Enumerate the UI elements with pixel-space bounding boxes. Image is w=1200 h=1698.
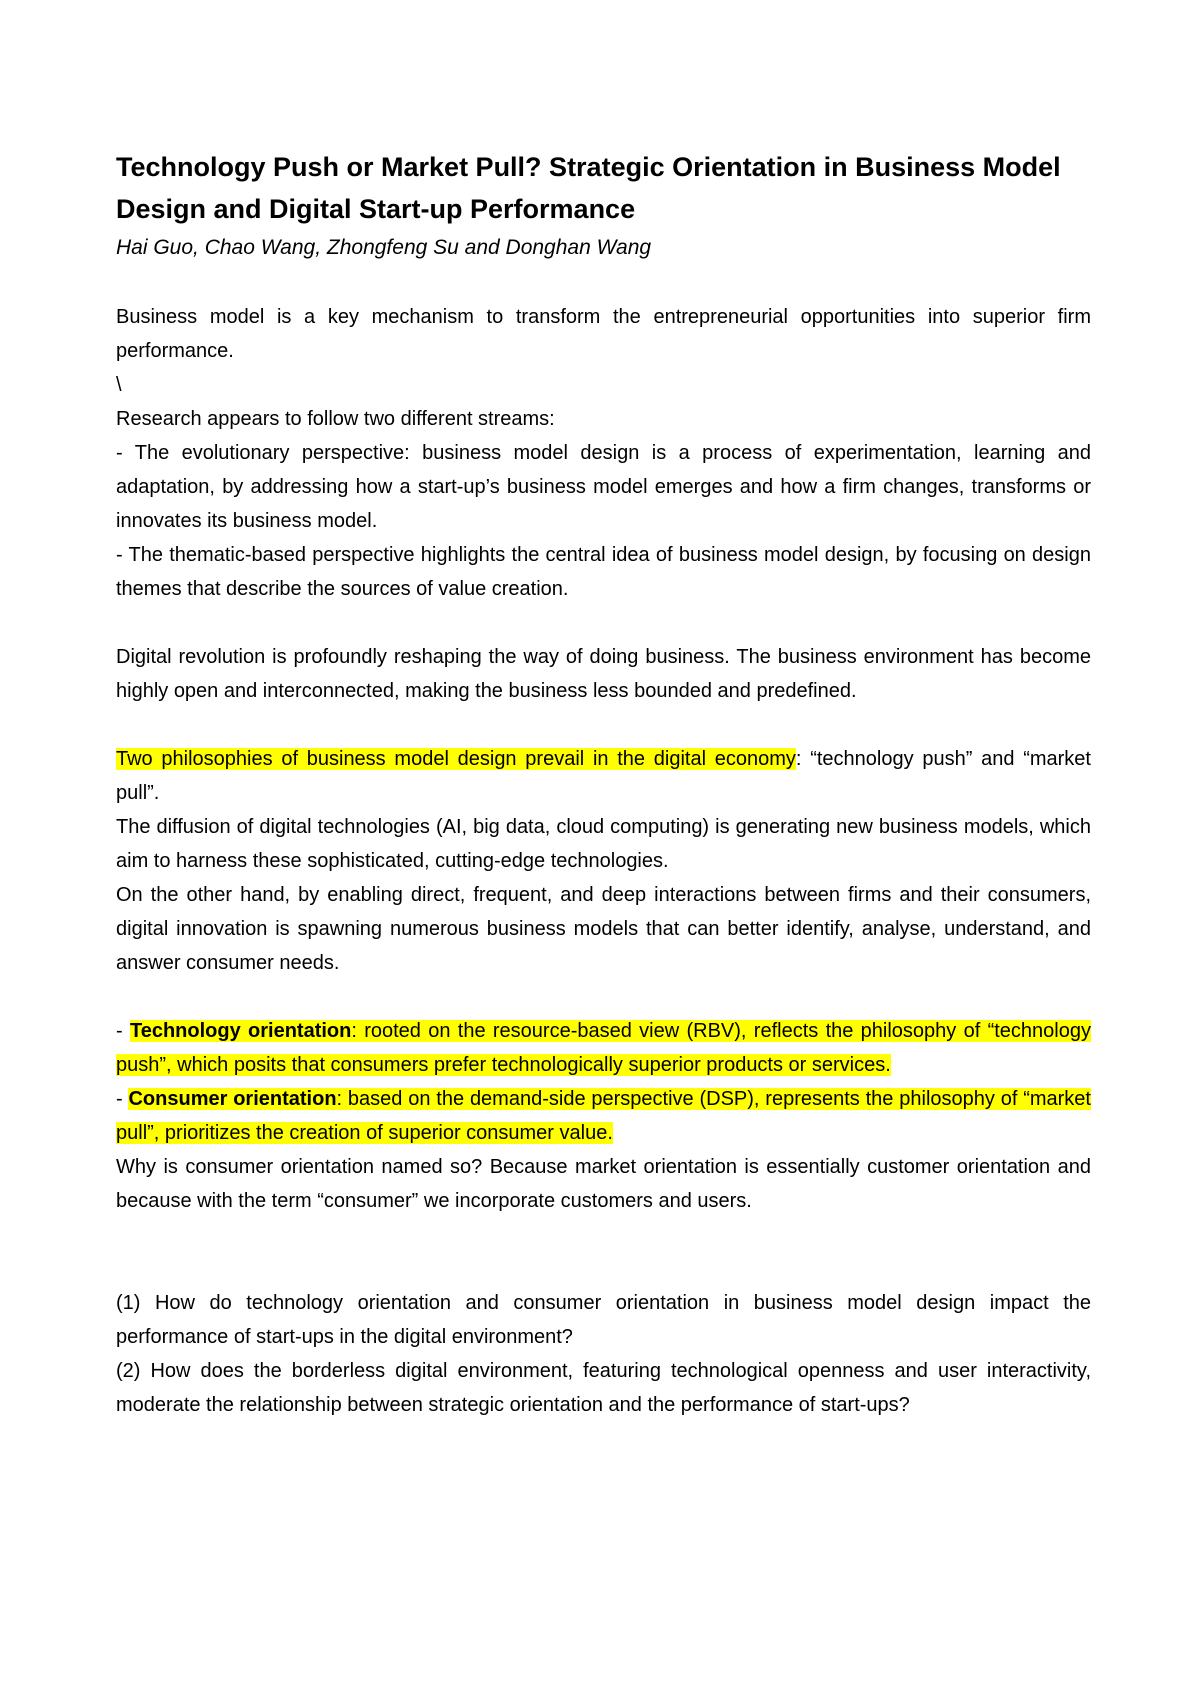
- authors: Hai Guo, Chao Wang, Zhongfeng Su and Donghan Wang: [116, 236, 652, 259]
- document-page: [116, 146, 1091, 1422]
- streams-intro: Research appears to follow two different streams:: [116, 408, 555, 430]
- spacer: [116, 708, 1091, 742]
- diffusion-paragraph: The diffusion of digital technologies (AI, big data, cloud computing) is generating new business models, which aim to harness these sophisticated, cutting-edge technologies.: [116, 816, 1091, 872]
- consumer-orientation-term: Consumer orientation: [128, 1088, 337, 1110]
- intro-paragraph: Business model is a key mechanism to transform the entrepreneurial opportunities into superior firm performance.: [116, 306, 1091, 362]
- other-hand-paragraph: On the other hand, by enabling direct, frequent, and deep interactions between firms and their consumers, digital innovation is spawning numerous business models that can better identify, analyse, understand, and answer consumer needs.: [116, 884, 1091, 974]
- research-question-2: (2) How does the borderless digital environment, featuring technological openness and user interactivity, moderate the relationship between strategic orientation and the performance of start-ups?: [116, 1360, 1091, 1416]
- why-consumer-paragraph: Why is consumer orientation named so? Because market orientation is essentially customer orientation and because with the term “consumer” we incorporate customers and users.: [116, 1156, 1091, 1212]
- research-question-1: (1) How do technology orientation and consumer orientation in business model design impact the performance of start-ups in the digital environment?: [116, 1292, 1091, 1348]
- backslash-line: \: [116, 374, 122, 396]
- digital-revolution-paragraph: Digital revolution is profoundly reshaping the way of doing business. The business environment has become highly open and interconnected, making the business less bounded and predefined.: [116, 646, 1091, 702]
- consumer-dash: -: [116, 1088, 129, 1110]
- spacer: [116, 980, 1091, 1014]
- tech-orientation-term: Technology orientation: [129, 1020, 352, 1042]
- document-title: Technology Push or Market Pull? Strategic Orientation in Business Model Design and Digital Start-up Performance: [116, 152, 1061, 224]
- spacer: [116, 606, 1091, 640]
- consumer-highlight: [116, 1088, 1091, 1144]
- philosophies-rest: : “technology push” and “market pull”.: [116, 748, 1091, 804]
- consumer-orientation-paragraph: [116, 1082, 1091, 1150]
- consumer-orientation-text: : based on the demand-side perspective (DSP), represents the philosophy of “market pull”, prioritizes the creation of superior consumer value.: [116, 1088, 1091, 1144]
- philosophies-paragraph: [116, 742, 1091, 810]
- spacer: [116, 1218, 1091, 1286]
- tech-orientation-text: : rooted on the resource-based view (RBV), reflects the philosophy of “technology push”, which posits that consumers prefer technologically superior products or services.: [116, 1020, 1091, 1076]
- philosophies-highlight: Two philosophies of business model design prevail in the digital economy: [116, 748, 796, 770]
- tech-highlight: [116, 1020, 1091, 1076]
- technology-orientation-paragraph: [116, 1014, 1091, 1082]
- stream-evolutionary: - The evolutionary perspective: business model design is a process of experimentation, learning and adaptation, by addressing how a start-up’s business model emerges and how a firm changes, transforms or innovates its business model.: [116, 442, 1091, 532]
- stream-thematic: - The thematic-based perspective highlights the central idea of business model design, by focusing on design themes that describe the sources of value creation.: [116, 544, 1091, 600]
- tech-dash: -: [116, 1020, 130, 1042]
